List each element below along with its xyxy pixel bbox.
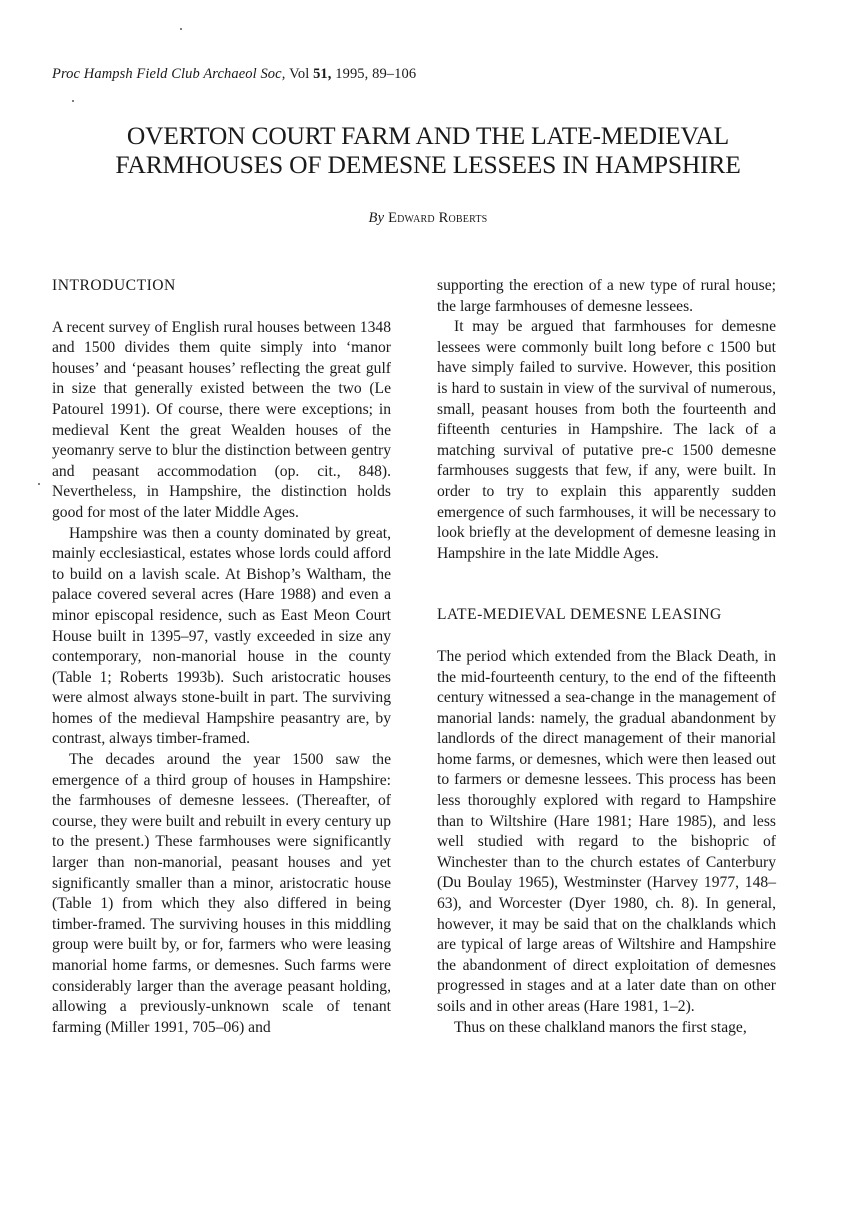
right-column: [437, 276, 776, 1038]
section-heading-demesne-leasing: LATE-MEDIEVAL DEMESNE LEASING: [437, 606, 722, 624]
section-heading-introduction: INTRODUCTION: [52, 277, 176, 294]
title-line-2: FARMHOUSES OF DEMESNE LESSEES IN HAMPSHIRE: [115, 150, 741, 179]
journal-citation: [52, 66, 416, 83]
byline-prefix: By: [368, 210, 385, 226]
volume-number: 51,: [313, 66, 332, 82]
year-pages: 1995, 89–106: [335, 66, 417, 82]
author-name: Edward Roberts: [388, 210, 488, 226]
paragraph: supporting the erection of a new type of rural house; the large farmhouses of demesne lessees.: [437, 277, 776, 315]
scan-speck: [180, 28, 182, 30]
journal-name: Proc Hampsh Field Club Archaeol Soc,: [52, 66, 286, 82]
paragraph: The period which extended from the Black Death, in the mid-fourteenth century, to the end of the fifteenth century witnessed a sea-change in the management of manorial lands: namely, the gradual abandonment by landlords of the direct management of their manorial home farms, or demesnes, which were then leased out to farmers or demesne lessees. This process has been less thoroughly explored with regard to Hampshire than to Wiltshire (Hare 1981; Hare 1985), and less well studied with regard to the bishopric of Winchester than to the church estates of Canterbury (Du Boulay 1965), Westminster (Harvey 1977, 148–63), and Worcester (Dyer 1980, ch. 8). In general, however, it may be said that on the chalklands which are typical of large areas of Wiltshire and Hampshire the abandonment of direct exploitation of demesnes progressed in stages and at a later date than on other soils and in other areas (Hare 1981, 1–2).: [437, 647, 776, 1015]
byline: [52, 210, 804, 227]
volume-prefix: Vol: [289, 66, 310, 82]
scan-speck: [72, 100, 74, 102]
article-title: [52, 121, 804, 179]
scan-speck: [38, 483, 40, 485]
paragraph: Thus on these chalkland manors the first stage,: [454, 1018, 747, 1036]
paragraph: Hampshire was then a county dominated by great, mainly ecclesiastical, estates whose lords could afford to build on a lavish scale. At Bishop’s Waltham, the palace covered several acres (Hare 1988) and even a minor episcopal residence, such as East Meon Court House built in 1395–97, vastly exceeded in size any contemporary, non-manorial house in the county (Table 1; Roberts 1993b). Such aristocratic houses were almost always stone-built in part. The surviving homes of the medieval Hampshire peasantry are, by contrast, always timber-framed.: [52, 524, 391, 748]
paragraph: It may be argued that farmhouses for demesne lessees were commonly built long before c 1500 but have simply failed to survive. However, this position is hard to sustain in view of the survival of numerous, small, peasant houses from both the fourteenth and fifteenth centuries in Hampshire. The lack of a matching survival of putative pre-c 1500 demesne farmhouses suggests that few, if any, were built. In order to try to explain this apparently sudden emergence of such farmhouses, it will be necessary to look briefly at the development of demesne leasing in Hampshire in the late Middle Ages.: [437, 318, 776, 562]
title-line-1: OVERTON COURT FARM AND THE LATE-MEDIEVAL: [126, 121, 730, 150]
paragraph: The decades around the year 1500 saw the emergence of a third group of houses in Hampshire: the farmhouses of demesne lessees. (Thereafter, of course, they were built and rebuilt in every century up to the present.) These farmhouses were significantly larger than non-manorial, peasant houses and yet significantly smaller than a minor, aristocratic house (Table 1) from which they also differed in being timber-framed. The surviving houses in this middling group were built by, or for, farmers who were leasing manorial home farms, or demesnes. Such farms were considerably larger than the average peasant holding, allowing a previously-unknown scale of tenant farming (Miller 1991, 705–06) and: [52, 751, 391, 1036]
paragraph: A recent survey of English rural houses between 1348 and 1500 divides them quite simply into ‘manor houses’ and ‘peasant houses’ reflecting the great gulf in size that generally existed between the two (Le Patourel 1991). Of course, there were exceptions; in medieval Kent the great Wealden houses of the yeomanry serve to blur the distinction between gentry and peasant accommodation (op. cit., 848). Nevertheless, in Hampshire, the distinction holds good for most of the later Middle Ages.: [52, 318, 391, 521]
left-column: [52, 276, 391, 1038]
